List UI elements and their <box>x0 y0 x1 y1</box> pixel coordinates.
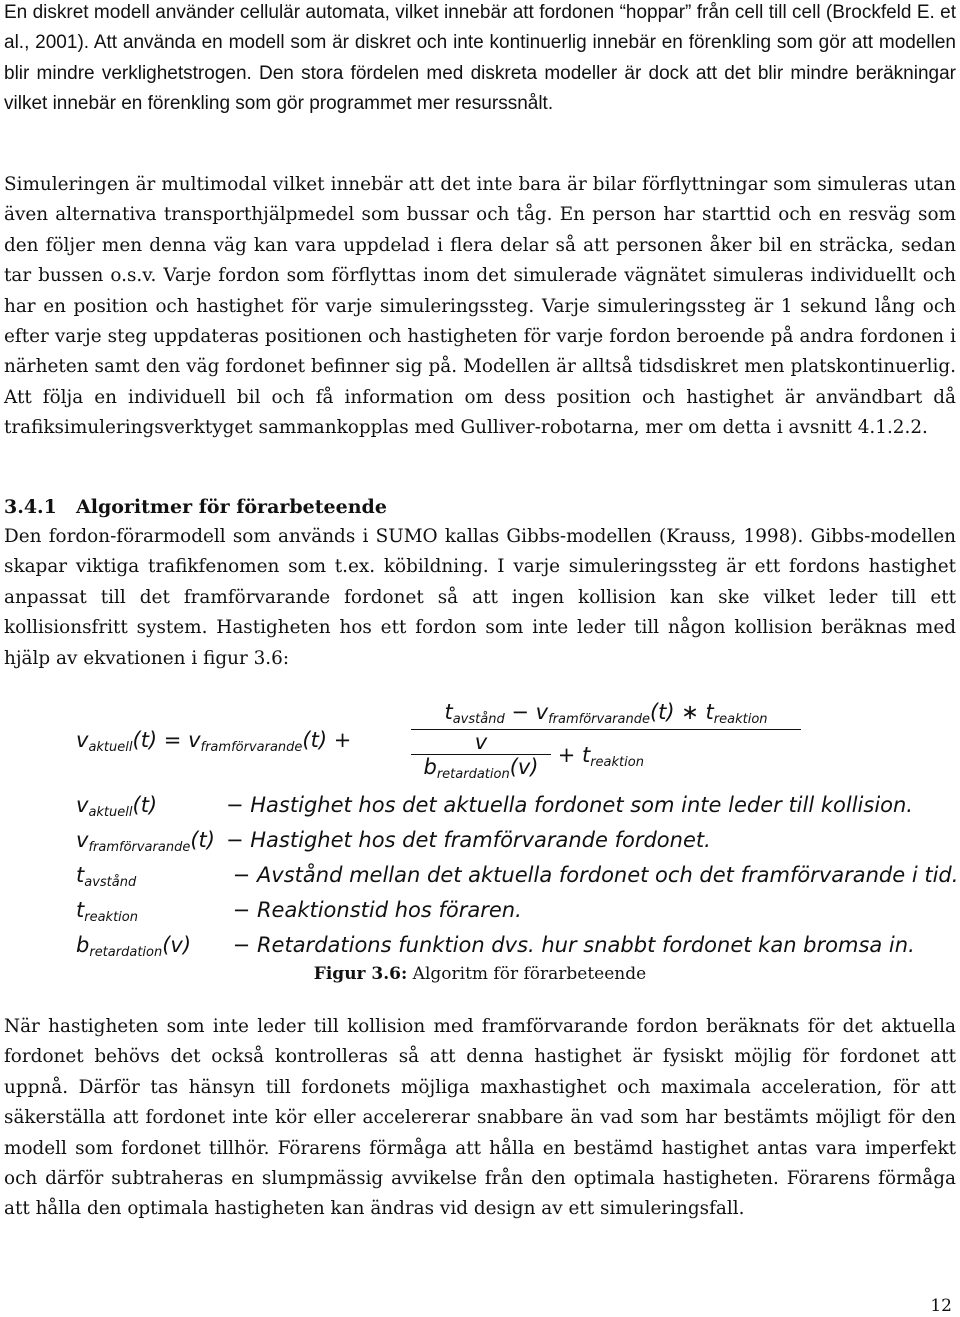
paragraph-speed-constraints: När hastigheten som inte leder till kollision med framförvarande fordon beräknats för det aktuella fordonet behövs det också kontrolleras så att denna hastighet är fysiskt möjlig för fordonet att uppnå. Därför tas hänsyn till fordonets möjliga maxhastighet och maximala acceleration, för att säkerställa att fordonet inte kör eller accelererar snabbare än vad som har bestämts möjligt för den modell som fordonet tillhör. Förarens förmåga att hålla en bestämd hastighet antas vara imperfekt och därför subtraheras en slumpmässig avvikelse från den optimala hastigheten. Förarens förmåga att hålla den optimala hastigheten kan ändras vid design av ett simuleringsfall. <box>4 1016 956 1220</box>
definition-symbol: $t_{avstånd}$ <box>76 863 137 890</box>
section-heading <box>4 492 956 522</box>
paragraph-discrete-model: En diskret modell använder cellulär automata, vilket innebär att fordonen “hoppar” från cell till cell (Brockfeld E. et al., 2001). Att använda en modell som är diskret och inte kontinuerlig innebär en förenkling som gör att modellen blir mindre verklighetstrogen. Den stora fördelen med diskreta modeller är dock att det blir mindre beräkningar vilket innebär en förenkling som gör programmet mer resurssnålt. <box>4 2 956 115</box>
equation-fraction: $t_{avstånd} - v_{framförvarande}(t)$ ∗ $t_{reaktion}$ v $b_{retardation}(v)$ + $t_{reaktion}$ <box>411 700 801 782</box>
main-equation: $v_{aktuell}(t) = v_{framförvarande}(t)$ + $t_{avstånd} - v_{framförvarande}(t)$ ∗ $t_{reaktion}$ v $b_{retardation}(v)$ + $t_{reaktion}$ <box>76 700 896 788</box>
definition-text: − Hastighet hos det aktuella fordonet som inte leder till kollision. <box>226 793 913 817</box>
figure-caption-text: Algoritm för förarbeteende <box>407 964 647 984</box>
definition-row <box>76 928 915 963</box>
figure-caption <box>4 964 956 984</box>
definition-row <box>76 858 959 893</box>
equation-figure <box>76 700 959 963</box>
figure-label: Figur 3.6: <box>313 964 408 984</box>
paragraph-gibbs-model: Den fordon-förarmodell som används i SUMO kallas Gibbs-modellen (Krauss, 1998). Gibbs-modellen skapar viktiga trafikfenomen som t.ex. köbildning. I varje simuleringssteg är ett fordons hastighet anpassat till det framförvarande fordonet så att ingen kollision kan ske vilket leder till ett kollisionsfritt system. Hastigheten hos ett fordon som inte leder till någon kollision beräknas med hjälp av ekvationen i figur 3.6: <box>4 526 956 669</box>
definition-symbol: $v_{framförvarande}(t)$ <box>76 828 215 855</box>
section-number: 3.4.1 <box>4 496 57 518</box>
definition-row <box>76 788 913 823</box>
definition-row <box>76 823 896 858</box>
definition-text: − Retardations funktion dvs. hur snabbt fordonet kan bromsa in. <box>226 933 915 957</box>
definition-symbol: $b_{retardation}(v)$ <box>76 933 192 960</box>
definition-text: − Hastighet hos det framförvarande fordonet. <box>226 828 711 852</box>
definition-row <box>76 893 896 928</box>
paragraph-multimodal-simulation: Simuleringen är multimodal vilket innebär att det inte bara är bilar förflyttningar som simuleras utan även alternativa transporthjälpmedel som bussar och tåg. En person har starttid och en resväg som den följer men denna väg kan vara uppdelad i flera delar så att personen åker bil en sträcka, sedan tar bussen o.s.v. Varje fordon som förflyttas inom det simulerade vägnätet simuleras individuellt och har en position och hastighet för varje simuleringssteg. Varje simuleringssteg är 1 sekund lång och efter varje steg uppdateras positionen och hastigheten för varje fordon beroende på andra fordonen i närheten samt den väg fordonet befinner sig på. Modellen är alltså tidsdiskret men platskontinuerlig. Att följa en individuell bil och få information om dess position och hastighet är användbart då trafiksimuleringsverktyget sammankopplas med Gulliver-robotarna, mer om detta i avsnitt 4.1.2.2. <box>4 174 956 439</box>
definition-symbol: $v_{aktuell}(t)$ <box>76 793 158 820</box>
definition-symbol: $t_{reaktion}$ <box>76 898 138 925</box>
variable-definitions <box>76 788 959 963</box>
definition-text: − Reaktionstid hos föraren. <box>226 898 522 922</box>
definition-text: − Avstånd mellan det aktuella fordonet och det framförvarande i tid. <box>226 863 959 887</box>
section-title: Algoritmer för förarbeteende <box>76 496 387 518</box>
page-number: 12 <box>930 1296 952 1316</box>
